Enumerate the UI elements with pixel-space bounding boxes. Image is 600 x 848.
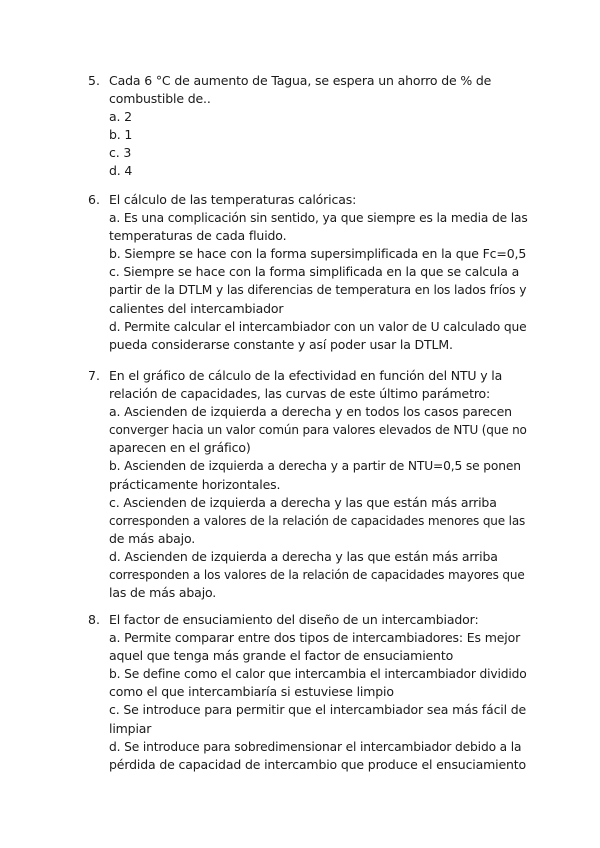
option-line: a. 2 bbox=[109, 109, 132, 125]
option-line: pérdida de capacidad de intercambio que produce el ensuciamiento bbox=[109, 756, 527, 772]
option-line: c. Siempre se hace con la forma simplificada en la que se calcula a bbox=[109, 264, 520, 280]
option-line: b. Se define como el calor que intercambia el intercambiador dividido bbox=[109, 667, 527, 682]
question-5 bbox=[88, 72, 528, 181]
option-line: a. Es una complicación sin sentido, ya que siempre es la media de las bbox=[109, 211, 528, 226]
option-line: converger hacia un valor común para valores elevados de NTU (que no bbox=[109, 423, 527, 438]
option-line: corresponden a los valores de la relación de capacidades mayores que bbox=[109, 568, 525, 583]
option-line: a. Permite comparar entre dos tipos de intercambiadores: Es mejor bbox=[109, 630, 521, 646]
option-line: d. Ascienden de izquierda a derecha y las que están más arriba bbox=[109, 548, 498, 564]
option-line: limpiar bbox=[109, 720, 152, 736]
question-number: 5. bbox=[88, 73, 100, 88]
question-stem-line: relación de capacidades, las curvas de este último parámetro: bbox=[109, 386, 491, 402]
question-7-body bbox=[88, 367, 528, 602]
option-line: prácticamente horizontales. bbox=[109, 476, 281, 492]
option-line: b. Ascienden de izquierda a derecha y a partir de NTU=0,5 se ponen bbox=[109, 459, 521, 474]
option-line: las de más abajo. bbox=[109, 585, 217, 601]
question-6-body bbox=[88, 191, 528, 354]
question-stem-line: Cada 6 °C de aumento de Tagua, se espera un ahorro de % de bbox=[109, 73, 492, 88]
question-5-body bbox=[88, 72, 528, 181]
question-6 bbox=[88, 191, 528, 354]
option-line: b. Siempre se hace con la forma supersimplificada en la que Fc=0,5 bbox=[109, 246, 527, 262]
question-stem-line: combustible de.. bbox=[109, 91, 211, 107]
question-8-body bbox=[88, 611, 528, 774]
question-stem-line: El factor de ensuciamiento del diseño de un intercambiador: bbox=[109, 612, 479, 627]
option-line: d. 4 bbox=[109, 163, 133, 179]
option-line: calientes del intercambiador bbox=[109, 300, 284, 316]
option-line: de más abajo. bbox=[109, 530, 196, 546]
question-stem-line: El cálculo de las temperaturas calóricas: bbox=[109, 192, 357, 207]
option-line: como el que intercambiaría si estuviese limpio bbox=[109, 684, 394, 700]
option-line: d. Permite calcular el intercambiador con un valor de U calculado que bbox=[109, 319, 527, 334]
question-number: 6. bbox=[88, 192, 100, 207]
option-line: temperaturas de cada fluido. bbox=[109, 228, 287, 244]
option-line: partir de la DTLM y las diferencias de temperatura en los lados fríos y bbox=[109, 283, 527, 298]
question-number: 7. bbox=[88, 368, 100, 383]
option-line: a. Ascienden de izquierda a derecha y en todos los casos parecen bbox=[109, 404, 512, 420]
option-line: corresponden a valores de la relación de capacidades menores que las bbox=[109, 513, 526, 528]
question-stem-line: En el gráfico de cálculo de la efectividad en función del NTU y la bbox=[109, 368, 503, 383]
option-line: aparecen en el gráfico) bbox=[109, 440, 251, 456]
question-8 bbox=[88, 611, 528, 774]
option-line: b. 1 bbox=[109, 127, 133, 143]
option-line: c. 3 bbox=[109, 145, 132, 161]
option-line: c. Se introduce para permitir que el intercambiador sea más fácil de bbox=[109, 702, 527, 718]
option-line: d. Se introduce para sobredimensionar el intercambiador debido a la bbox=[109, 739, 522, 754]
option-line: c. Ascienden de izquierda a derecha y las que están más arriba bbox=[109, 494, 497, 510]
option-line: aquel que tenga más grande el factor de ensuciamiento bbox=[109, 648, 454, 664]
option-line: pueda considerarse constante y así poder usar la DTLM. bbox=[109, 336, 453, 352]
question-7 bbox=[88, 367, 528, 602]
question-number: 8. bbox=[88, 612, 100, 627]
